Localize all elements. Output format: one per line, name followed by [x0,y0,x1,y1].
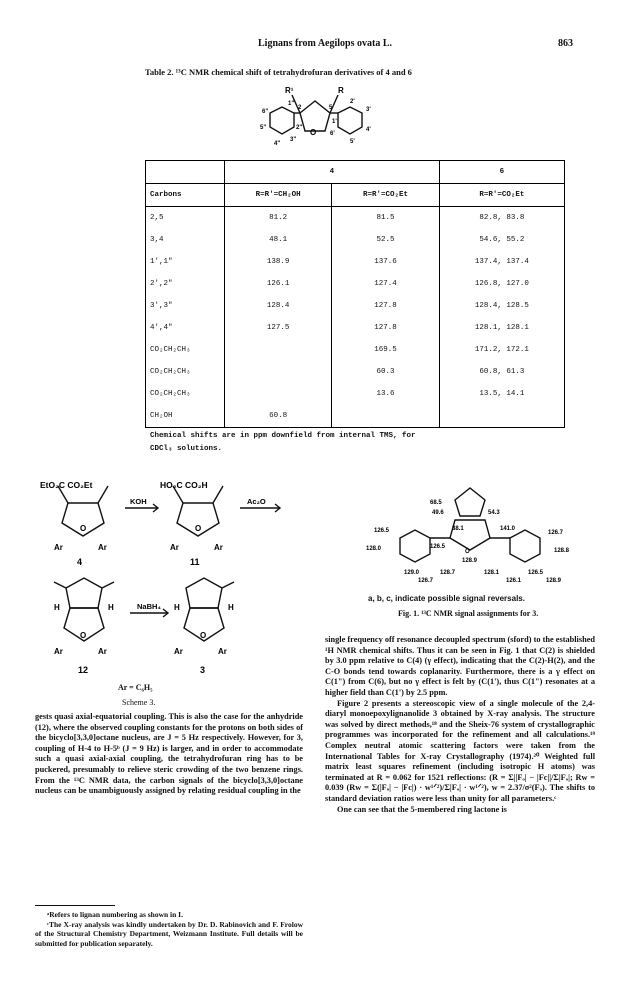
value-cell: 127.8 [332,295,439,317]
c4-oxygen: O [80,524,87,533]
r1-label: R¹ [285,86,294,95]
pos-2: 2 [298,105,302,111]
pos-6pp: 6" [262,109,269,115]
thf-ring [300,101,330,131]
footnotes [35,910,303,948]
shift-1: 68.5 [430,500,442,506]
col-header-ch2oh: R=R'=CH₂OH [225,184,332,207]
pos-6p: 6' [330,131,335,137]
compound-label-3: 3 [200,665,206,675]
reagent-ac2o: Ac₂O [247,497,266,506]
figure-note: a, b, c, indicate possible signal reversals. [368,594,525,603]
running-head-title: Lignans from Aegilops ovata L. [258,38,392,49]
value-cell: 127.4 [332,273,439,295]
left-paragraph: gests quasi axial-equatorial coupling. This is also the case for the anhydride (12), where the observed coupling constants for the protons on both sides of the bicyclo[3,3,0]octane nucleus, are J = 5 Hz respectively. However, for 3, coupling of H-4 to H-5ᵇ (J = 9 Hz) is larger, and in order to accommodate such a quasi axial-axial coupling, the tetrahydrofuran ring has to be puckered, presumably to relieve steric crowding of the two benzene rings. From the ¹³C NMR data, the carbon signals of the bicyclo[3,3,0]octane nucleus can be unambiguously assigned by relating residual coupling in the [35,712,303,796]
left-column [35,712,303,797]
scheme-caption: Scheme 3. [122,698,156,707]
carbon-cell: 3,4 [146,229,225,251]
c4-substituents: EtO₂C CO₂Et [40,480,93,490]
col-header-co2et-4: R=R'=CO₂Et [332,184,439,207]
table-note-1: Chemical shifts are in ppm downfield from internal TMS, for [150,432,416,440]
pos-3p: 3' [366,107,371,113]
c12-h-left: H [54,603,60,612]
shift-2: 49.6 [432,510,444,516]
shift-8: 128.9 [462,558,478,564]
value-cell: 127.8 [332,317,439,339]
carbon-cell: CO₂CH₂CH₃ [146,339,225,361]
col-header-carbons: Carbons [146,184,225,207]
shift-18: 128.9 [546,578,562,584]
table-note-2: CDCl₃ solutions. [150,445,223,453]
pos-2pp: 2" [296,125,303,131]
value-cell: 169.5 [332,339,439,361]
shift-11: 128.8 [554,548,570,554]
scheme-3-drawing [40,478,330,706]
shift-6: 128.0 [366,546,382,552]
carbon-cell: 3',3" [146,295,225,317]
reagent-nabh4: NaBH₄ [137,602,161,611]
shift-15: 126.5 [528,570,544,576]
carbon-cell: 2,5 [146,207,225,230]
table-caption: Table 2. ¹³C NMR chemical shift of tetrahydrofuran derivatives of 4 and 6 [145,67,412,77]
c12-ar-right: Ar [98,647,107,656]
value-cell: 128.4, 128.5 [439,295,564,317]
shift-14: 128.1 [484,570,500,576]
c12-h-right: H [108,603,114,612]
value-cell: 52.5 [332,229,439,251]
table-row [146,317,565,339]
shift-7: 126.5 [430,544,446,550]
table-group-row [146,161,565,184]
table-row [146,207,565,230]
c11-ar-right: Ar [214,543,223,552]
shift-13: 128.7 [440,570,456,576]
value-cell: 48.1 [225,229,332,251]
shift-4: 88.1 [452,526,464,532]
pos-5p: 5' [350,139,355,145]
compound-label-12: 12 [78,665,89,675]
group-header-4: 4 [225,161,440,184]
shift-16: 126.7 [418,578,434,584]
value-cell: 81.2 [225,207,332,230]
carbon-cell: 4',4" [146,317,225,339]
c3-h-left: H [174,603,180,612]
right-paragraph-2: Figure 2 presents a stereoscopic view of a single molecule of the 2,4-diaryl monoepoxylignanolide 3 obtained by X-ray analysis. The structure was solved by direct methods,¹⁸ and the Sheix-76 system of crystallographic programmes was incorporated for the refinement and all calculations.¹⁹ Complex neutral atomic scattering factors were taken from the International Tables for X-ray Crystallography (1974).²⁰ Weighted full matrix least squares refinement (including isotropic H atoms) was terminated at R = 0.062 for 1521 reflections: (R = Σ||Fₒ| − |Fc||/Σ|Fₒ|; Rw = 0.039 (Rw = Σ(|Fₒ| − |Fc|) · w¹ᐟ²)/Σ|Fₒ| · w¹ᐟ²), w = 2.37/σ²(Fₒ). The shifts to standard deviation ratios were less than unity for all parameters.ᶜ [325,698,595,803]
value-cell: 60.8 [225,405,332,428]
table-row [146,229,565,251]
pos-3pp: 3" [290,137,297,143]
c3-ar-left: Ar [174,647,183,656]
benzene-ring-left [270,107,294,134]
value-cell: 60.8, 61.3 [439,361,564,383]
pos-5: 5 [329,105,333,111]
table-row [146,339,565,361]
value-cell: 126.8, 127.0 [439,273,564,295]
c12-oxygen: O [80,631,87,640]
table-header-row [146,184,565,207]
pos-2p: 2' [350,99,355,105]
value-cell: 128.4 [225,295,332,317]
value-cell [332,405,439,428]
value-cell [225,383,332,405]
value-cell: 137.6 [332,251,439,273]
pos-1p: 1' [332,119,337,125]
pos-1pp: 1" [288,101,295,107]
right-column [325,635,595,815]
carbon-cell: CO₂CH₂CH₃ [146,383,225,405]
compound-label-11: 11 [190,557,200,567]
value-cell: 127.5 [225,317,332,339]
shift-17: 126.1 [506,578,522,584]
c12-ar-left: Ar [54,647,63,656]
value-cell: 54.6, 55.2 [439,229,564,251]
footnote-rule [35,905,115,906]
benzene-ring-right [338,107,362,134]
c3-ar-right: Ar [218,647,227,656]
nmr-table [145,160,565,428]
c11-ar-left: Ar [170,543,179,552]
group-header-6: 6 [439,161,564,184]
value-cell: 13.5, 14.1 [439,383,564,405]
figure-caption: Fig. 1. ¹³C NMR signal assignments for 3. [398,609,539,618]
ring-oxygen: O [310,128,317,137]
value-cell: 171.2, 172.1 [439,339,564,361]
tetrahydrofuran-structure [230,83,400,155]
fig-oxygen: O [465,549,470,555]
table-row [146,295,565,317]
compound-label-4: 4 [77,557,83,567]
r-label: R [338,86,344,95]
page-number: 863 [558,38,573,49]
table-row [146,273,565,295]
value-cell: 138.9 [225,251,332,273]
shift-10: 126.7 [548,530,564,536]
table-row [146,361,565,383]
reagent-koh: KOH [130,497,147,506]
figure-1-drawing [360,478,590,593]
table-row [146,251,565,273]
carbon-cell: CH₂OH [146,405,225,428]
c3-oxygen: O [200,631,207,640]
value-cell: 137.4, 137.4 [439,251,564,273]
c11-substituents: HO₂C CO₂H [160,480,208,490]
shift-3: 54.3 [488,510,500,516]
value-cell: 82.8, 83.8 [439,207,564,230]
shift-12: 129.0 [404,570,420,576]
value-cell [225,361,332,383]
value-cell: 13.6 [332,383,439,405]
value-cell: 126.1 [225,273,332,295]
footnote-a: ᵃRefers to lignan numbering as shown in I. [47,910,183,919]
pos-4p: 4' [366,127,371,133]
table-row [146,405,565,428]
footnote-c: ᶜThe X-ray analysis was kindly undertaken by Dr. D. Rabinovich and F. Frolow of the Structural Chemistry Department, Weizmann Institute. Full details will be submitted for publication separately. [35,919,303,948]
shift-9: 141.0 [500,526,516,532]
value-cell [439,405,564,428]
carbon-cell: 1',1" [146,251,225,273]
ar-definition: Ar = C₆H₅ [118,683,153,692]
carbon-cell: CO₂CH₂CH₃ [146,361,225,383]
right-paragraph-1: single frequency off resonance decoupled spectrum (sford) to the established ¹H NMR chemical shifts. Thus it can be seen in Fig. 1 that C(2) is shielded by 3.0 ppm relative to C(4) (γ effect), indicating that the C(2)-H(2), and the C-O bonds tend towards coplanarity. Furthermore, there is a γ effect on C(1") from C(6), but no γ effect is felt by (C(1'), thus C(1") resonates at a higher field than C(1') by 2.5 ppm. [325,635,595,697]
right-paragraph-3: One can see that the 5-membered ring lactone is [337,804,507,814]
value-cell: 128.1, 128.1 [439,317,564,339]
shift-5: 126.5 [374,528,390,534]
value-cell: 60.3 [332,361,439,383]
value-cell: 81.5 [332,207,439,230]
c3-h-right: H [228,603,234,612]
table-row [146,383,565,405]
pos-4pp: 4" [274,141,281,147]
c11-oxygen: O [195,524,202,533]
c4-ar-right: Ar [98,543,107,552]
carbon-cell: 2',2" [146,273,225,295]
c4-ar-left: Ar [54,543,63,552]
col-header-co2et-6: R=R'=CO₂Et [439,184,564,207]
value-cell [225,339,332,361]
pos-5pp: 5" [260,125,267,131]
